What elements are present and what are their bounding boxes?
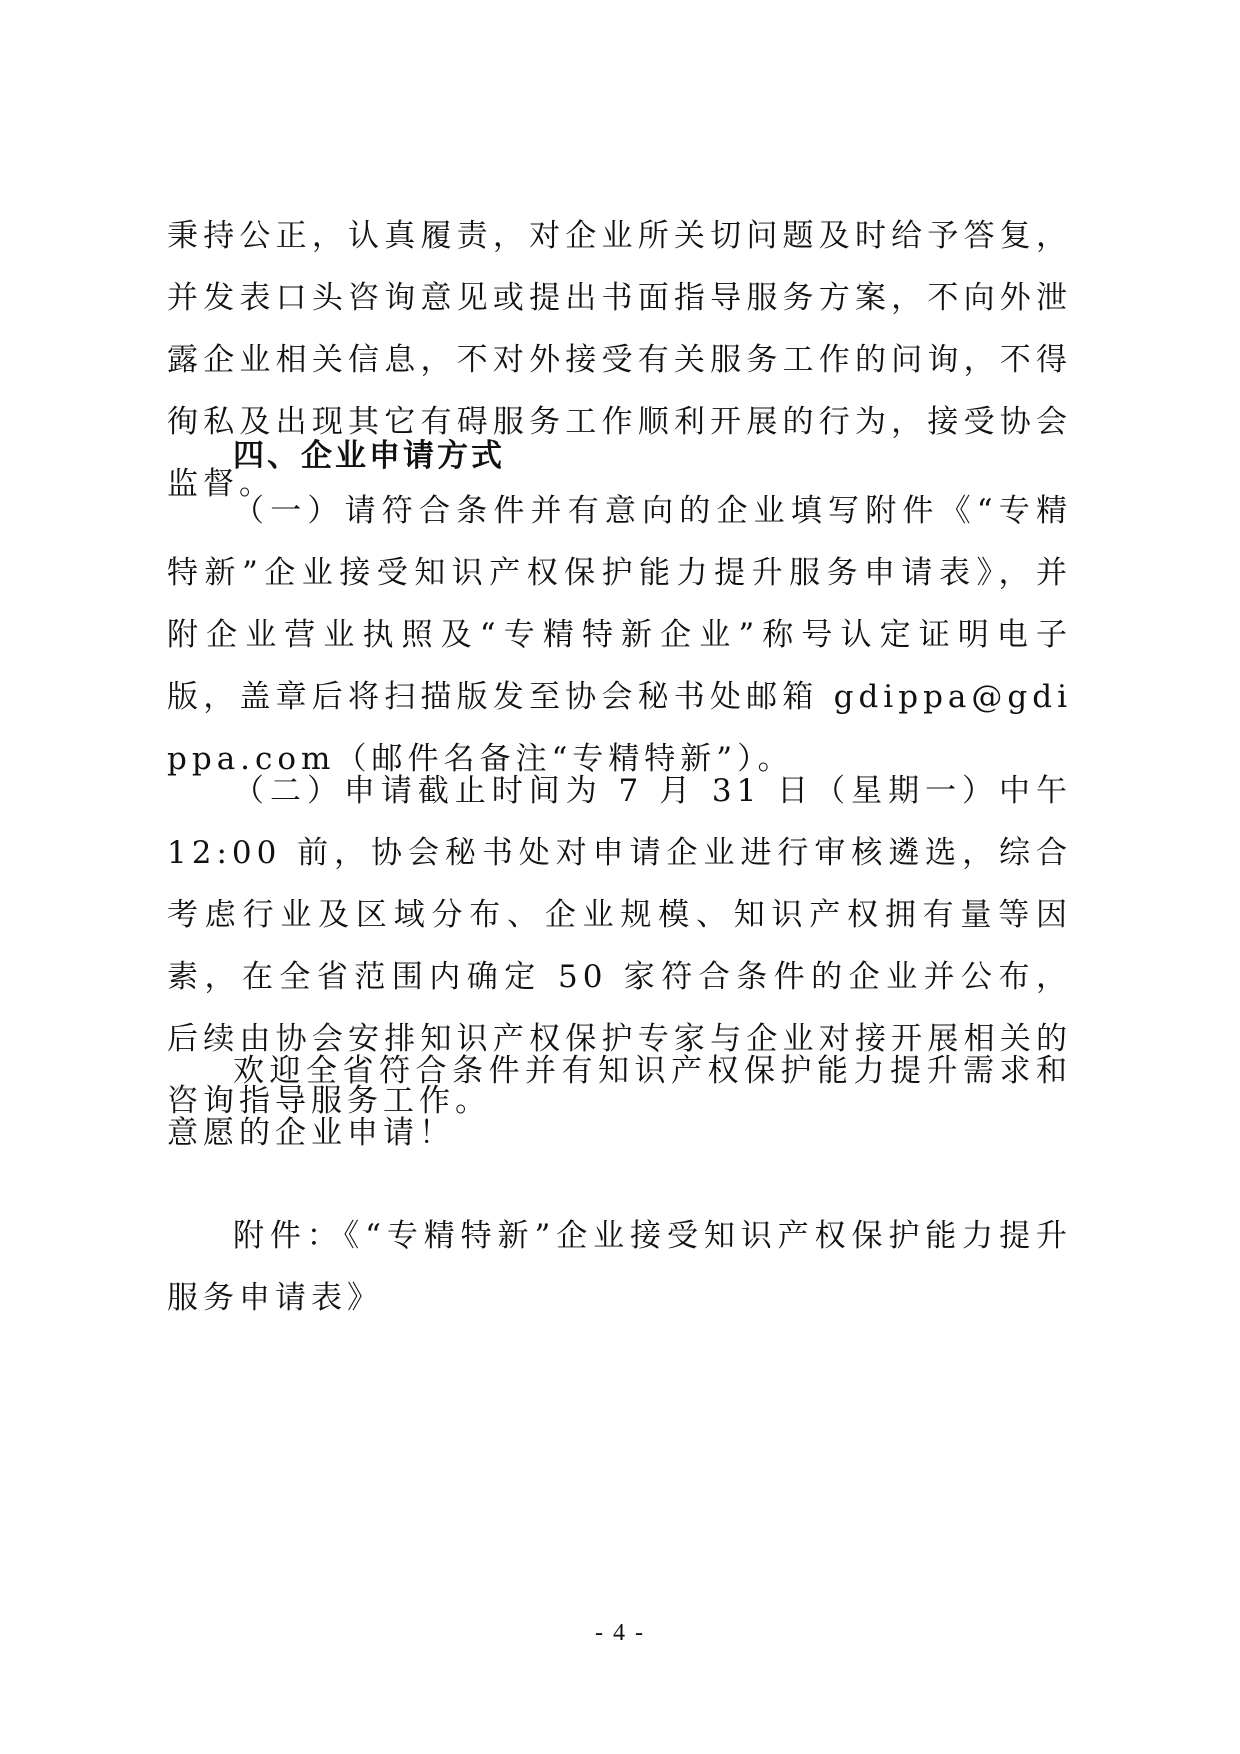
section-heading: 四、企业申请方式 <box>233 438 505 474</box>
page-number: - 4 - <box>595 1620 645 1646</box>
paragraph-continuation: 秉持公正，认真履责，对企业所关切问题及时给予答复，并发表口头咨询意见或提出书面指导服务方案，不向外泄露企业相关信息，不对外接受有关服务工作的问询，不得徇私及出现其它有碍服务工作顺利开展的行为，接受协会监督。 <box>167 218 1072 502</box>
paragraph-application-form: （一）请符合条件并有意向的企业填写附件《“专精特新”企业接受知识产权保护能力提升服务申请表》，并附企业营业执照及“专精特新企业”称号认定证明电子版，盖章后将扫描版发至协会秘书处邮箱 gdippa@gdippa.com（邮件名备注“专精特新”）。 <box>167 493 1072 777</box>
paragraph-deadline: （二）申请截止时间为 7 月 31 日（星期一）中午 12:00 前，协会秘书处对申请企业进行审核遴选，综合考虑行业及区域分布、企业规模、知识产权拥有量等因素，在全省范围内确定 50 家符合条件的企业并公布，后续由协会安排知识产权保护专家与企业对接开展相关的咨询指导服务工作。 <box>167 773 1072 1119</box>
paragraph-welcome: 欢迎全省符合条件并有知识产权保护能力提升需求和意愿的企业申请！ <box>167 1053 1072 1151</box>
attachment-note: 附件：《“专精特新”企业接受知识产权保护能力提升服务申请表》 <box>167 1218 1072 1316</box>
